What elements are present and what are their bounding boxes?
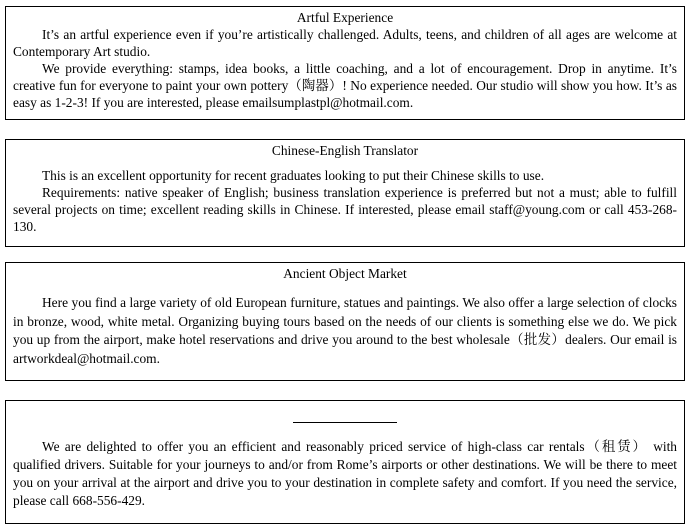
ad-paragraph: This is an excellent opportunity for recent graduates looking to put their Chinese skills to use. [42, 168, 545, 183]
ad-paragraph: Here you find a large variety of old European furniture, statues and paintings. We also offer a large selection of clocks in bronze, wood, white metal. Organizing buying tours based on the needs of our clients is something else we do. We pick you up from the airport, make hotel reservations and drive you around to the best wholesale（批发）dealers. Our email is artworkdeal@hotmail.com. [13, 295, 677, 366]
ad-chinese-english-translator [5, 139, 685, 247]
title-blank-line [293, 422, 397, 423]
ad-car-rentals [5, 400, 685, 524]
ad-ancient-object-market [5, 262, 685, 381]
ad-paragraph: We are delighted to offer you an efficient and reasonably priced service of high-class car rentals（租赁） with qualified drivers. Suitable for your journeys to and/or from Rome’s airports or other destinations. We will be there to meet you on your arrival at the airport and drive you to your destination in complete safety and comfort. If you need the service, please call 668-556-429. [13, 439, 677, 508]
ad-paragraph: It’s an artful experience even if you’re artistically challenged. Adults, teens, and children of all ages are welcome at Contemporary Art studio. [13, 27, 677, 59]
ad-paragraph: We provide everything: stamps, idea books, a little coaching, and a lot of encouragement. Drop in anytime. It’s creative fun for everyone to paint your own pottery（陶器）! No experience needed. Our studio will show you how. It’s as easy as 1-2-3! If you are interested, please emailsumplastpl@hotmail.com. [13, 61, 677, 110]
ad-paragraph: Requirements: native speaker of English; business translation experience is preferred but not a must; able to fulfill several projects on time; excellent reading skills in Chinese. If interested, please email staff@young.com or call 453-268-130. [13, 185, 677, 234]
ad-title: Chinese-English Translator [271, 143, 419, 158]
ad-artful-experience [5, 6, 685, 120]
ad-title: Ancient Object Market [283, 266, 407, 281]
ad-title: Artful Experience [296, 10, 394, 25]
